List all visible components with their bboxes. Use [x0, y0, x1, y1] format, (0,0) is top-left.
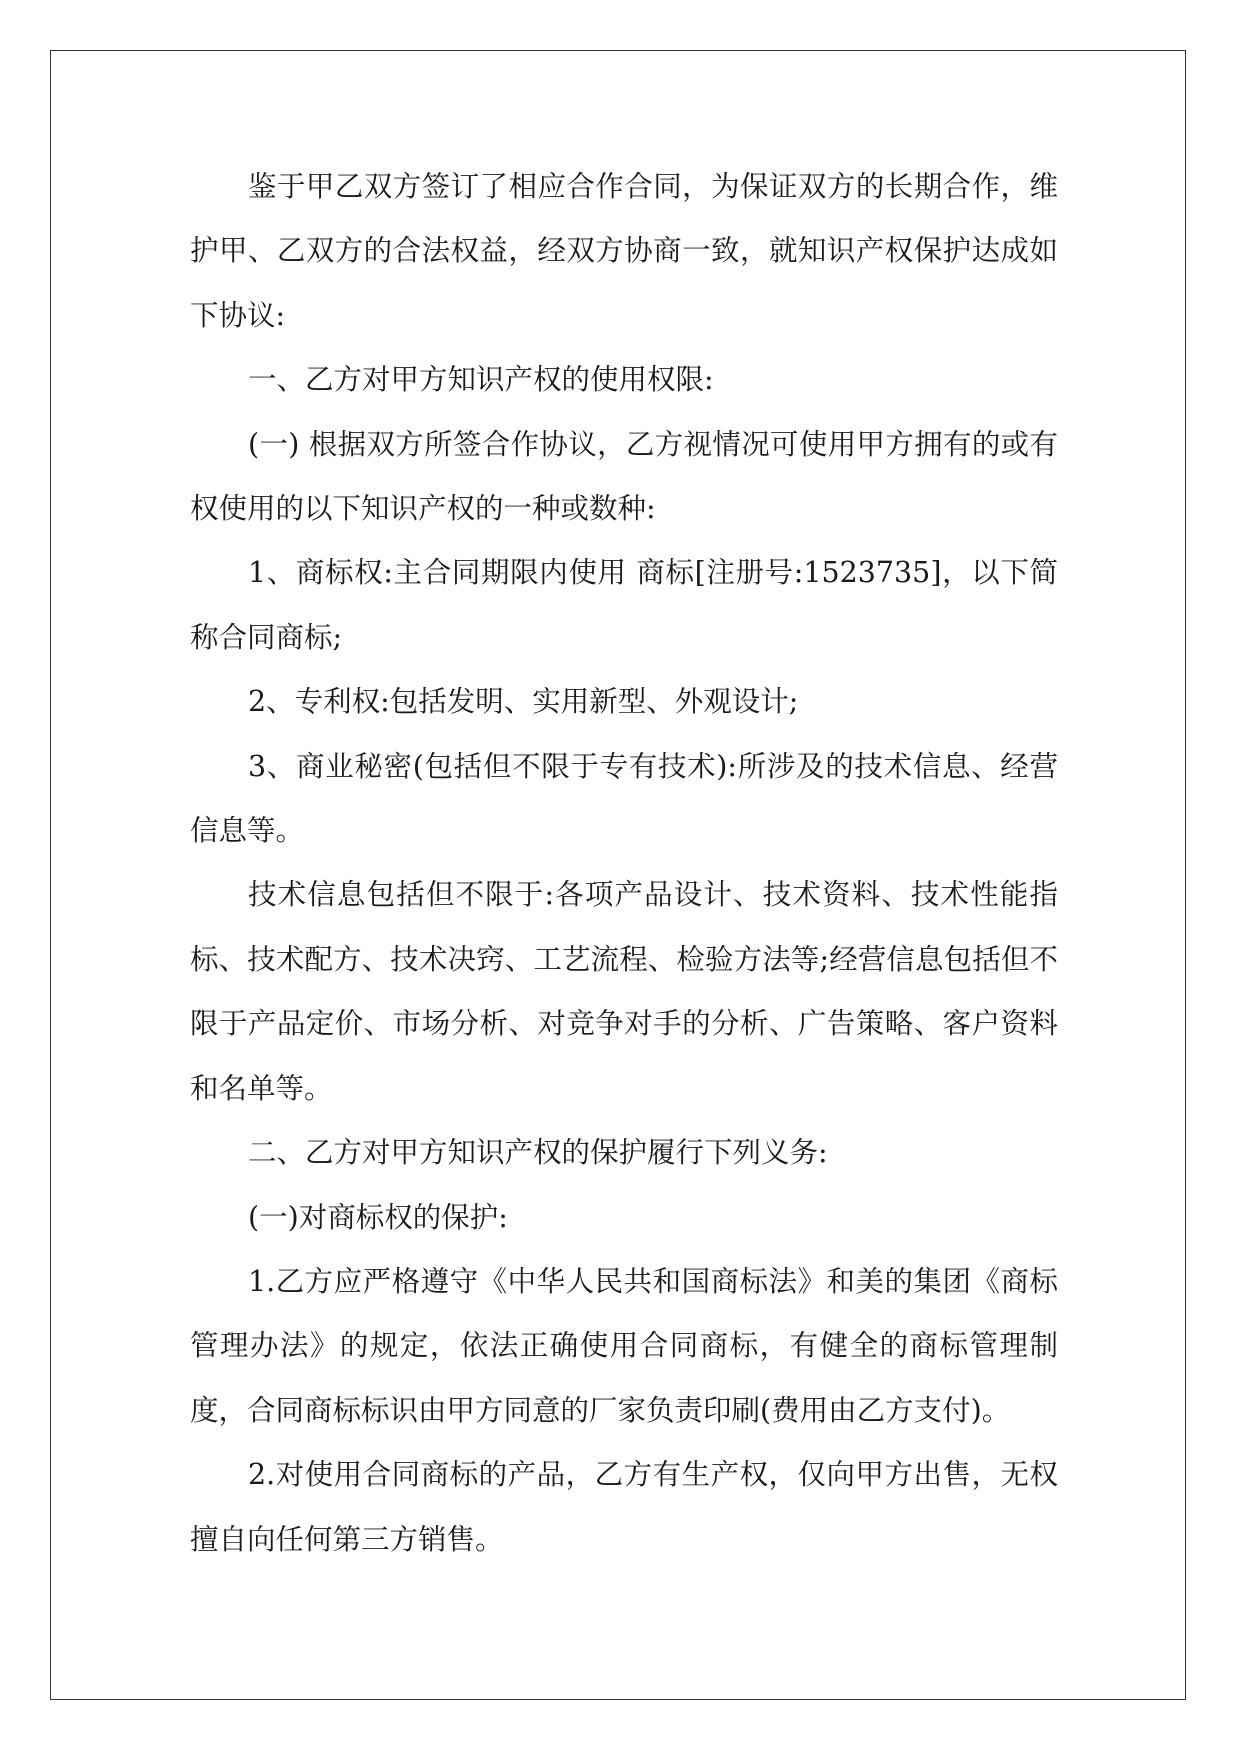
paragraph-section-1-item-1: (一) 根据双方所签合作协议，乙方视情况可使用甲方拥有的或有权使用的以下知识产权的一种或数种: [190, 427, 1058, 526]
paragraph-sales-restriction: 2.对使用合同商标的产品，乙方有生产权，仅向甲方出售，无权擅自向任何第三方销售。 [190, 1458, 1058, 1556]
paragraph-trademark-right: 1、商标权:主合同期限内使用 商标[注册号:1523735]，以下简称合同商标; [190, 556, 1058, 654]
paragraph-section-2-item-1: (一)对商标权的保护: [248, 1200, 508, 1234]
paragraph-preamble: 鉴于甲乙双方签订了相应合作合同，为保证双方的长期合作，维护甲、乙双方的合法权益，经双方协商一致，就知识产权保护达成如下协议: [190, 170, 1058, 332]
paragraph-technical-info: 技术信息包括但不限于:各项产品设计、技术资料、技术性能指标、技术配方、技术决窍、工艺流程、检验方法等;经营信息包括但不限于产品定价、市场分析、对竞争对手的分析、广告策略、客户资料和名单等。 [190, 878, 1058, 1105]
paragraph-section-2-heading: 二、乙方对甲方知识产权的保护履行下列义务: [248, 1136, 828, 1170]
document-body [190, 155, 1058, 1572]
paragraph-patent-right: 2、专利权:包括发明、实用新型、外观设计; [248, 685, 799, 719]
paragraph-trade-secret: 3、商业秘密(包括但不限于专有技术):所涉及的技术信息、经营信息等。 [190, 749, 1058, 848]
paragraph-section-1-heading: 一、乙方对甲方知识产权的使用权限: [248, 363, 714, 397]
paragraph-trademark-law: 1.乙方应严格遵守《中华人民共和国商标法》和美的集团《商标管理办法》的规定，依法正确使用合同商标，有健全的商标管理制度，合同商标标识由甲方同意的厂家负责印刷(费用由乙方支付)。 [190, 1264, 1058, 1427]
